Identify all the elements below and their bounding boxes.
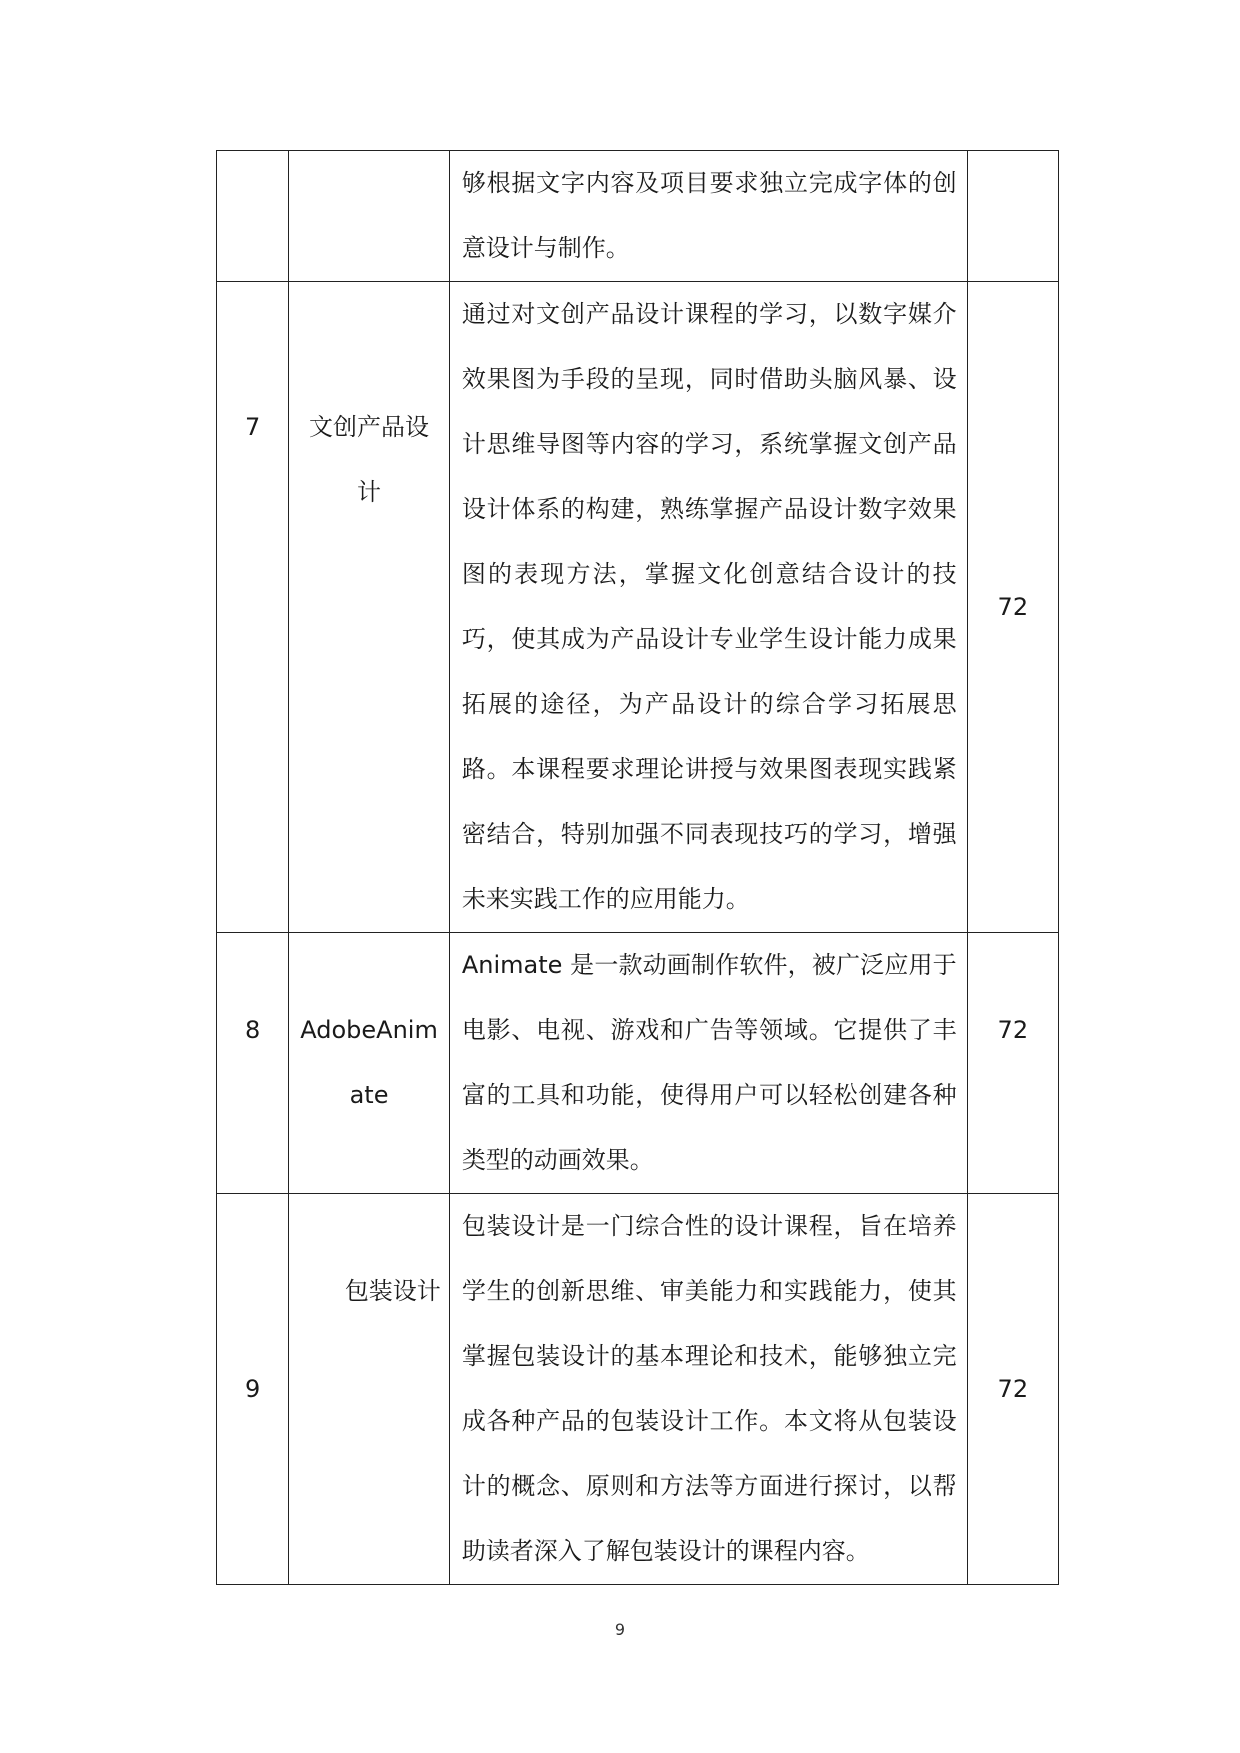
table-row [217,151,1059,282]
course-number: 8 [217,933,289,1194]
course-name [289,151,450,282]
page-number: 9 [614,1620,626,1639]
course-hours: 72 [967,1194,1058,1585]
course-description: Animate 是一款动画制作软件，被广泛应用于电影、电视、游戏和广告等领域。它提供了丰富的工具和功能，使得用户可以轻松创建各种类型的动画效果。 [449,933,967,1194]
course-hours: 72 [967,933,1058,1194]
course-number: 7 [217,282,289,933]
course-number [217,151,289,282]
course-table [216,150,1059,1585]
course-description: 通过对文创产品设计课程的学习，以数字媒介效果图为手段的呈现，同时借助头脑风暴、设计思维导图等内容的学习，系统掌握文创产品设计体系的构建，熟练掌握产品设计数字效果图的表现方法，掌握文化创意结合设计的技巧，使其成为产品设计专业学生设计能力成果拓展的途径，为产品设计的综合学习拓展思路。本课程要求理论讲授与效果图表现实践紧密结合，特别加强不同表现技巧的学习，增强未来实践工作的应用能力。 [449,282,967,933]
course-description: 包装设计是一门综合性的设计课程，旨在培养学生的创新思维、审美能力和实践能力，使其掌握包装设计的基本理论和技术，能够独立完成各种产品的包装设计工作。本文将从包装设计的概念、原则和方法等方面进行探讨，以帮助读者深入了解包装设计的课程内容。 [449,1194,967,1585]
table-row [217,1194,1059,1585]
course-description: 够根据文字内容及项目要求独立完成字体的创意设计与制作。 [449,151,967,282]
course-name [289,1194,450,1585]
course-number: 9 [217,1194,289,1585]
course-hours: 72 [967,282,1058,933]
course-name-text: 文创产品设计 [309,413,430,506]
course-name [289,282,450,933]
course-name-text: 包装设计 [344,1277,441,1305]
course-name [289,933,450,1194]
table-row [217,933,1059,1194]
course-name-text: AdobeAnimate [300,1016,438,1109]
table-row [217,282,1059,933]
course-hours [967,151,1058,282]
